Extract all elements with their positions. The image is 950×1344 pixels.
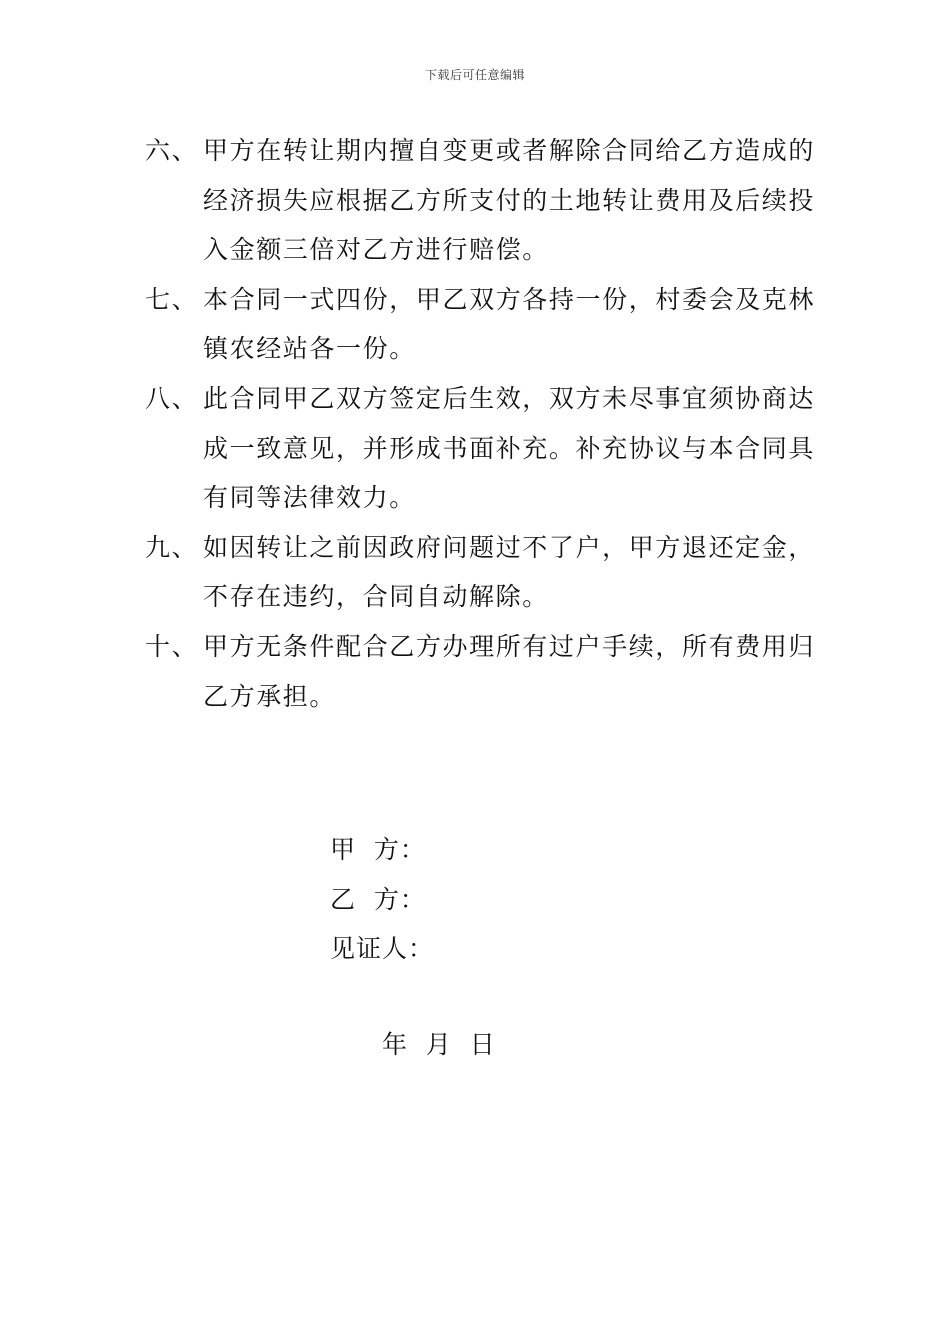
clause-7 bbox=[145, 275, 815, 374]
clause-10 bbox=[145, 622, 815, 721]
page-header: 下载后可任意编辑 bbox=[424, 68, 525, 82]
clause-number: 九、 bbox=[145, 532, 199, 562]
clause-text: 甲方无条件配合乙方办理所有过户手续，所有费用归乙方承担。 bbox=[203, 631, 815, 711]
party-b-signature-label: 乙 方： bbox=[330, 884, 426, 914]
clause-number: 八、 bbox=[145, 383, 199, 413]
date-line: 年 月 日 bbox=[382, 1030, 496, 1059]
clause-text: 甲方在转让期内擅自变更或者解除合同给乙方造成的经济损失应根据乙方所支付的土地转让费用及后续投入金额三倍对乙方进行赔偿。 bbox=[203, 136, 815, 265]
clause-9 bbox=[145, 523, 815, 622]
clause-text: 本合同一式四份，甲乙双方各持一份，村委会及克林镇农经站各一份。 bbox=[203, 284, 815, 364]
clause-number: 七、 bbox=[145, 284, 199, 314]
party-a-signature-label: 甲 方： bbox=[330, 835, 426, 864]
clause-number: 六、 bbox=[145, 136, 199, 165]
witness-signature-label: 见证人： bbox=[330, 934, 435, 964]
clause-number: 十、 bbox=[145, 631, 199, 661]
clause-8 bbox=[145, 374, 815, 523]
signature-block bbox=[330, 825, 434, 974]
clause-6 bbox=[145, 126, 815, 275]
clause-text: 此合同甲乙双方签定后生效，双方未尽事宜须协商达成一致意见，并形成书面补充。补充协议与本合同具有同等法律效力。 bbox=[203, 383, 815, 513]
clause-list bbox=[145, 126, 815, 721]
clause-text: 如因转让之前因政府问题过不了户，甲方退还定金，不存在违约，合同自动解除。 bbox=[203, 532, 815, 612]
